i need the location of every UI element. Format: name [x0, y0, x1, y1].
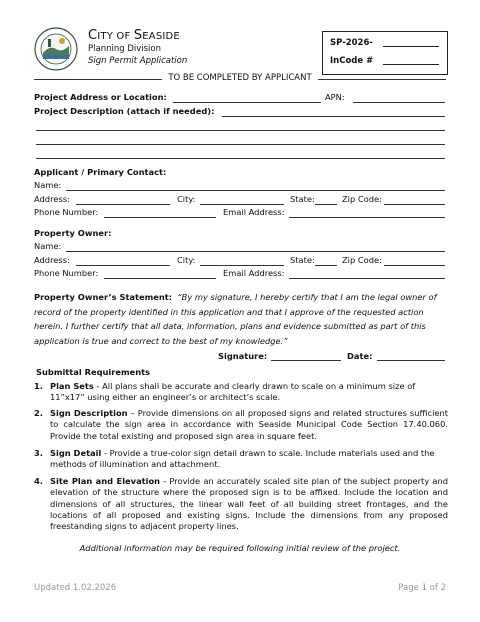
applicant-city-label: City: — [177, 194, 196, 204]
project-description-line[interactable] — [36, 158, 445, 159]
project-address-label: Project Address or Location: — [34, 92, 167, 102]
office-use-box — [322, 31, 448, 75]
owner-phone-label: Phone Number: — [34, 268, 99, 278]
applicant-phone-label: Phone Number: — [34, 207, 99, 217]
project-address-field[interactable] — [173, 102, 321, 103]
owner-email-field[interactable] — [289, 278, 445, 279]
project-description-line[interactable] — [36, 130, 445, 131]
applicant-zip-label: Zip Code: — [342, 194, 382, 204]
applicant-email-label: Email Address: — [223, 207, 285, 217]
applicant-state-label: State: — [290, 194, 315, 204]
owner-address-field[interactable] — [76, 265, 170, 266]
applicant-city-field[interactable] — [200, 204, 284, 205]
apn-field[interactable] — [353, 102, 445, 103]
owner-name-field[interactable] — [66, 251, 445, 252]
owner-phone-field[interactable] — [104, 278, 216, 279]
project-description-field[interactable] — [222, 116, 445, 117]
owner-statement-text: “By my signature, I hereby certify that I am the legal owner of record of the property identified in this application and that I approve of the requested action herein. I further certify that all data, information, plans and evidence submitted as part of this application is true and correct to the best of my knowledge.” — [34, 292, 437, 346]
sp-number-field[interactable] — [383, 46, 439, 47]
owner-state-field[interactable] — [315, 265, 337, 266]
applicant-name-label: Name: — [34, 180, 62, 190]
project-description-label: Project Description (attach if needed): — [34, 106, 215, 116]
owner-name-label: Name: — [34, 241, 62, 251]
signature-label: Signature: — [218, 351, 268, 361]
division-name: Planning Division — [88, 44, 161, 54]
applicant-email-field[interactable] — [289, 217, 445, 218]
applicant-heading: Applicant / Primary Contact: — [34, 167, 167, 177]
date-label: Date: — [347, 351, 373, 361]
city-name: CITY OF SEASIDE — [88, 28, 180, 43]
additional-info-note: Additional information may be required following initial review of the project. — [79, 543, 401, 553]
incode-label: InCode # — [330, 56, 374, 66]
applicant-state-field[interactable] — [315, 204, 337, 205]
owner-city-label: City: — [177, 255, 196, 265]
form-name: Sign Permit Application — [88, 56, 188, 66]
signature-field[interactable] — [271, 360, 341, 361]
sp-number-label: SP-2026- — [330, 38, 373, 48]
owner-email-label: Email Address: — [223, 268, 285, 278]
applicant-address-label: Address: — [34, 194, 70, 204]
page-number: Page 1 of 2 — [398, 583, 446, 593]
applicant-address-field[interactable] — [76, 204, 170, 205]
section-heading: TO BE COMPLETED BY APPLICANT — [0, 73, 480, 83]
applicant-phone-field[interactable] — [104, 217, 216, 218]
apn-label: APN: — [325, 92, 345, 102]
date-field[interactable] — [377, 360, 445, 361]
owner-state-label: State: — [290, 255, 315, 265]
city-seal-logo — [34, 27, 78, 71]
owner-zip-field[interactable] — [384, 265, 445, 266]
owner-statement-label: Property Owner’s Statement: — [34, 292, 173, 302]
applicant-name-field[interactable] — [66, 190, 445, 191]
requirements-heading: Submittal Requirements — [36, 367, 151, 377]
owner-zip-label: Zip Code: — [342, 255, 382, 265]
project-description-line[interactable] — [36, 144, 445, 145]
updated-date: Updated 1.02.2026 — [34, 583, 117, 593]
owner-address-label: Address: — [34, 255, 70, 265]
applicant-zip-field[interactable] — [384, 204, 445, 205]
incode-field[interactable] — [383, 64, 439, 65]
owner-city-field[interactable] — [200, 265, 284, 266]
owner-statement — [34, 290, 448, 348]
owner-heading: Property Owner: — [34, 228, 112, 238]
